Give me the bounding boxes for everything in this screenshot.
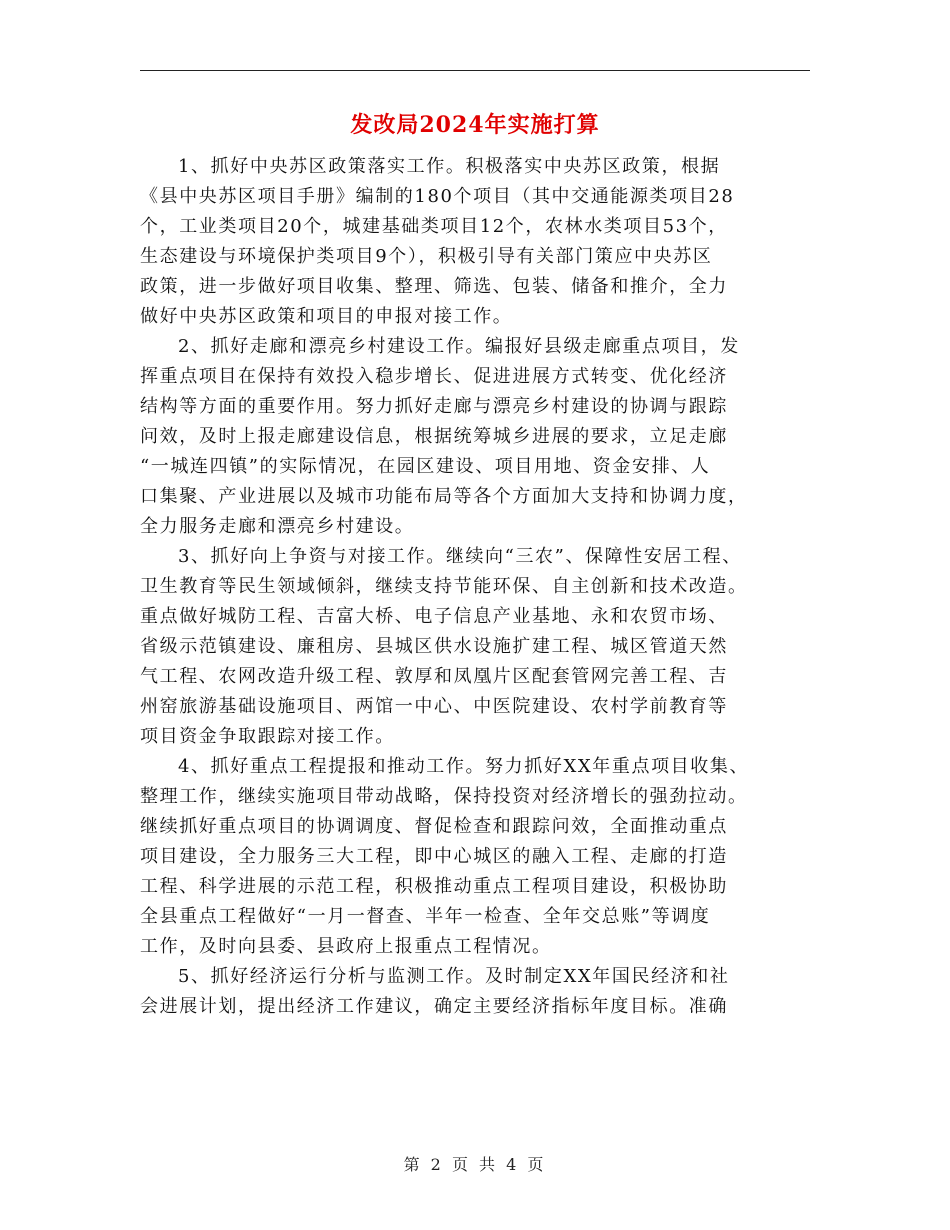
body-line: 全力服务走廊和漂亮乡村建设。 [140,516,415,537]
body-line: 项目资金争取跟踪对接工作。 [140,726,395,747]
body-line: 州窑旅游基础设施项目、两馆一中心、中医院建设、农村学前教育等 [140,696,728,717]
body-line: 全县重点工程做好“一月一督查、半年一检查、全年交总账”等调度 [140,906,711,927]
document-body [140,152,830,1022]
body-line: 工作，及时向县委、县政府上报重点工程情况。 [140,936,552,957]
body-line: 继续抓好重点项目的协调调度、督促检查和跟踪问效，全面推动重点 [140,816,728,837]
header-rule [140,70,810,71]
body-line: 卫生教育等民生领域倾斜，继续支持节能环保、自主创新和技术改造。 [140,576,748,597]
body-line: 气工程、农网改造升级工程、敦厚和凤凰片区配套管网完善工程、吉 [140,666,728,687]
body-line: 1、抓好中央苏区政策落实工作。积极落实中央苏区政策，根据 [178,156,721,177]
body-line: 整理工作，继续实施项目带动战略，保持投资对经济增长的强劲拉动。 [140,786,748,807]
body-line: 生态建设与环境保护类项目9个），积极引导有关部门策应中央苏区 [140,246,713,267]
body-line: 工程、科学进展的示范工程，积极推动重点工程项目建设，积极协助 [140,876,728,897]
body-line: 结构等方面的重要作用。努力抓好走廊与漂亮乡村建设的协调与跟踪 [140,396,728,417]
body-line: 挥重点项目在保持有效投入稳步增长、促进进展方式转变、优化经济 [140,366,728,387]
body-line: 重点做好城防工程、吉富大桥、电子信息产业基地、永和农贸市场、 [140,606,728,627]
body-line: 4、抓好重点工程提报和推动工作。努力抓好XX年重点项目收集、 [178,756,750,777]
body-line: 《县中央苏区项目手册》编制的180个项目（其中交通能源类项目28 [140,186,735,207]
body-line: 3、抓好向上争资与对接工作。继续向“三农”、保障性安居工程、 [178,546,742,567]
body-line: 5、抓好经济运行分析与监测工作。及时制定XX年国民经济和社 [178,966,730,987]
body-line: 个，工业类项目20个，城建基础类项目12个，农林水类项目53个， [140,216,728,237]
body-line: 省级示范镇建设、廉租房、县城区供水设施扩建工程、城区管道天然 [140,636,728,657]
body-line: 做好中央苏区政策和项目的申报对接工作。 [140,306,513,327]
body-line: 会进展计划，提出经济工作建议，确定主要经济指标年度目标。准确 [140,996,728,1017]
body-line: 口集聚、产业进展以及城市功能布局等各个方面加大支持和协调力度， [140,486,748,507]
body-line: 项目建设，全力服务三大工程，即中心城区的融入工程、走廊的打造 [140,846,728,867]
page-footer: 第 2 页 共 4 页 [403,1155,547,1174]
body-line: 问效，及时上报走廊建设信息，根据统筹城乡进展的要求，立足走廊 [140,426,728,447]
body-line: “一城连四镇”的实际情况，在园区建设、项目用地、资金安排、人 [140,456,711,477]
document-title: 发改局2024年实施打算 [350,112,600,138]
body-line: 2、抓好走廊和漂亮乡村建设工作。编报好县级走廊重点项目，发 [178,336,740,357]
body-line: 政策，进一步做好项目收集、整理、筛选、包装、储备和推介，全力 [140,276,728,297]
